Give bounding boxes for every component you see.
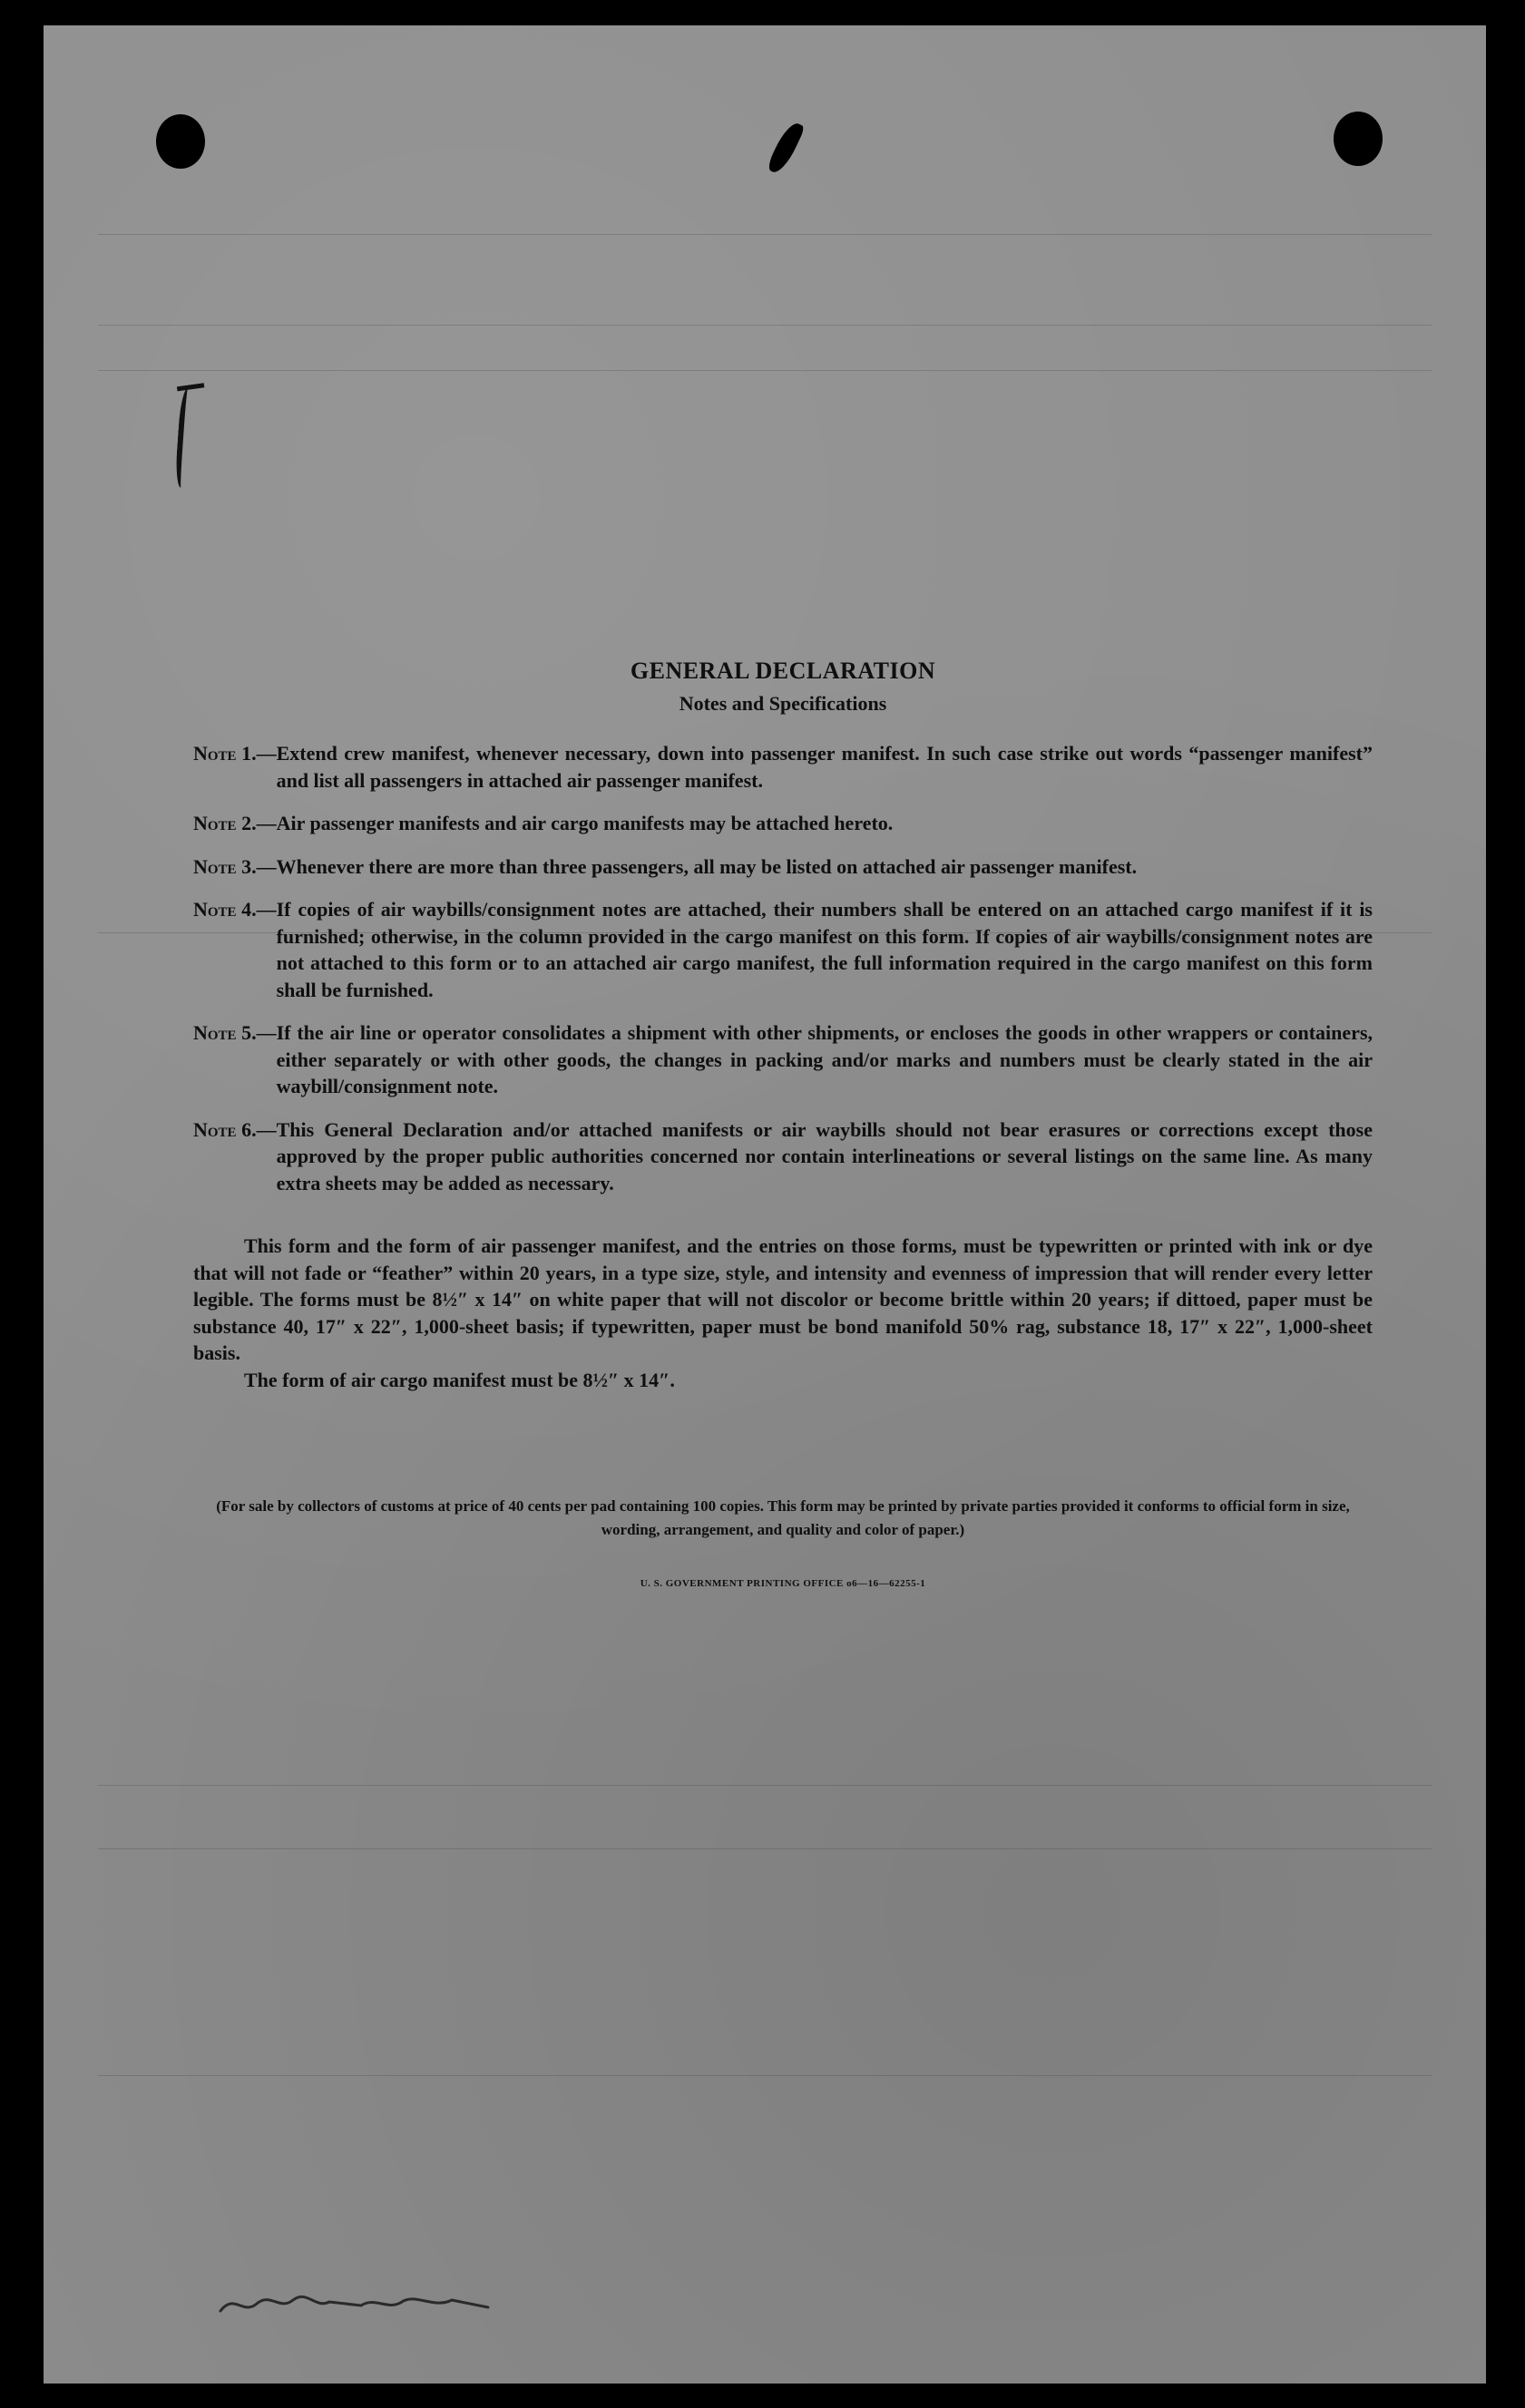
note-label: Note 4. (193, 898, 257, 921)
note-text: If the air line or operator consolidates a shipment with other shipments, or encloses the goods in other wrappers or containers, either separately or with other goods, the changes in packing and/or marks and numbers must be clearly stated in the air waybill/consignment note. (276, 1021, 1373, 1097)
notes-list (193, 740, 1373, 1196)
sale-notice: (For sale by collectors of customs at price of 40 cents per pad containing 100 copies. This form may be printed by private parties provided it conforms to official form in size, wording, arrangement, and quality and color of paper.) (216, 1497, 1350, 1538)
bleed-rule (98, 2075, 1432, 2076)
note-text: Air passenger manifests and air cargo manifests may be attached hereto. (276, 812, 894, 834)
punch-hole-left (156, 114, 205, 169)
note-text: If copies of air waybills/consignment notes are attached, their numbers shall be entered on an attached cargo manifest if it is furnished; otherwise, in the column provided in the cargo manifest on this form. If copies of air waybills/consignment notes are not attached to this form or to an attached air cargo manifest, the full information required in the cargo manifest on this form shall be furnished. (276, 898, 1373, 1001)
paper-tear (766, 120, 805, 177)
note-label: Note 2. (193, 812, 257, 834)
note-2: Note 2.— Air passenger manifests and air cargo manifests may be attached hereto. (193, 810, 1373, 837)
document-page (44, 25, 1486, 2384)
note-3: Note 3.— Whenever there are more than three passengers, all may be listed on attached air passenger manifest. (193, 853, 1373, 881)
note-text: This General Declaration and/or attached manifests or air waybills should not bear erasures or corrections except those approved by the proper public authorities concerned nor contain interlineations or several listings on the same line. As many extra sheets may be added as necessary. (276, 1117, 1373, 1194)
note-6: Note 6.— This General Declaration and/or attached manifests or air waybills should not bear erasures or corrections except those approved by the proper public authorities concerned nor contain interlineations or several listings on the same line. As many extra sheets may be added as necessary. (193, 1116, 1373, 1197)
page-title: GENERAL DECLARATION (630, 658, 936, 684)
note-text: Whenever there are more than three passengers, all may be listed on attached air passenger manifest. (276, 854, 1138, 878)
cargo-manifest-size: The form of air cargo manifest must be 8½″ x 14″. (244, 1368, 675, 1391)
note-text: Extend crew manifest, whenever necessary, down into passenger manifest. In such case strike out words “passenger manifest” and list all passengers in attached air passenger manifest. (276, 742, 1373, 792)
note-label: Note 5. (193, 1021, 257, 1044)
page-subtitle: Notes and Specifications (679, 692, 887, 715)
handwritten-mark (174, 388, 198, 489)
printer-line: U. S. GOVERNMENT PRINTING OFFICE o6—16—62255-1 (640, 1578, 926, 1589)
note-4: Note 4.— If copies of air waybills/consignment notes are attached, their numbers shall be entered on an attached cargo manifest if it is furnished; otherwise, in the column provided in the cargo manifest on this form. If copies of air waybills/consignment notes are not attached to this form or to an attached air cargo manifest, the full information required in the cargo manifest on this form shall be furnished. (193, 896, 1373, 1003)
note-5: Note 5.— If the air line or operator consolidates a shipment with other shipments, or encloses the goods in other wrappers or containers, either separately or with other goods, the changes in packing and/or marks and numbers must be clearly stated in the air waybill/consignment note. (193, 1019, 1373, 1100)
punch-hole-right (1334, 112, 1383, 166)
note-label: Note 1. (193, 742, 257, 765)
bleed-rule (98, 325, 1432, 326)
bleed-rule (98, 1848, 1432, 1849)
form-requirements-text: This form and the form of air passenger manifest, and the entries on those forms, must be typewritten or printed with ink or dye that will not fade or “feather” within 20 years, in a type size, style, and intensity and evenness of impression that will render every letter legible. The forms must be 8½″ x 14″ on white paper that will not discolor or become brittle within 20 years; if dittoed, paper must be substance 40, 17″ x 22″, 1,000-sheet basis; if typewritten, paper must be bond manifold 50% rag, substance 18, 17″ x 22″, 1,000-sheet basis. (193, 1234, 1373, 1364)
bleed-rule (98, 234, 1432, 235)
note-1: Note 1.— Extend crew manifest, whenever necessary, down into passenger manifest. In such case strike out words “passenger manifest” and list all passengers in attached air passenger manifest. (193, 740, 1373, 794)
bleed-rule (98, 370, 1432, 371)
note-label: Note 3. (193, 854, 257, 878)
form-requirements (193, 1233, 1373, 1393)
notes-and-specifications (193, 657, 1373, 1589)
handwritten-signature (216, 2284, 506, 2320)
note-label: Note 6. (193, 1117, 257, 1141)
bleed-rule (98, 1785, 1432, 1786)
